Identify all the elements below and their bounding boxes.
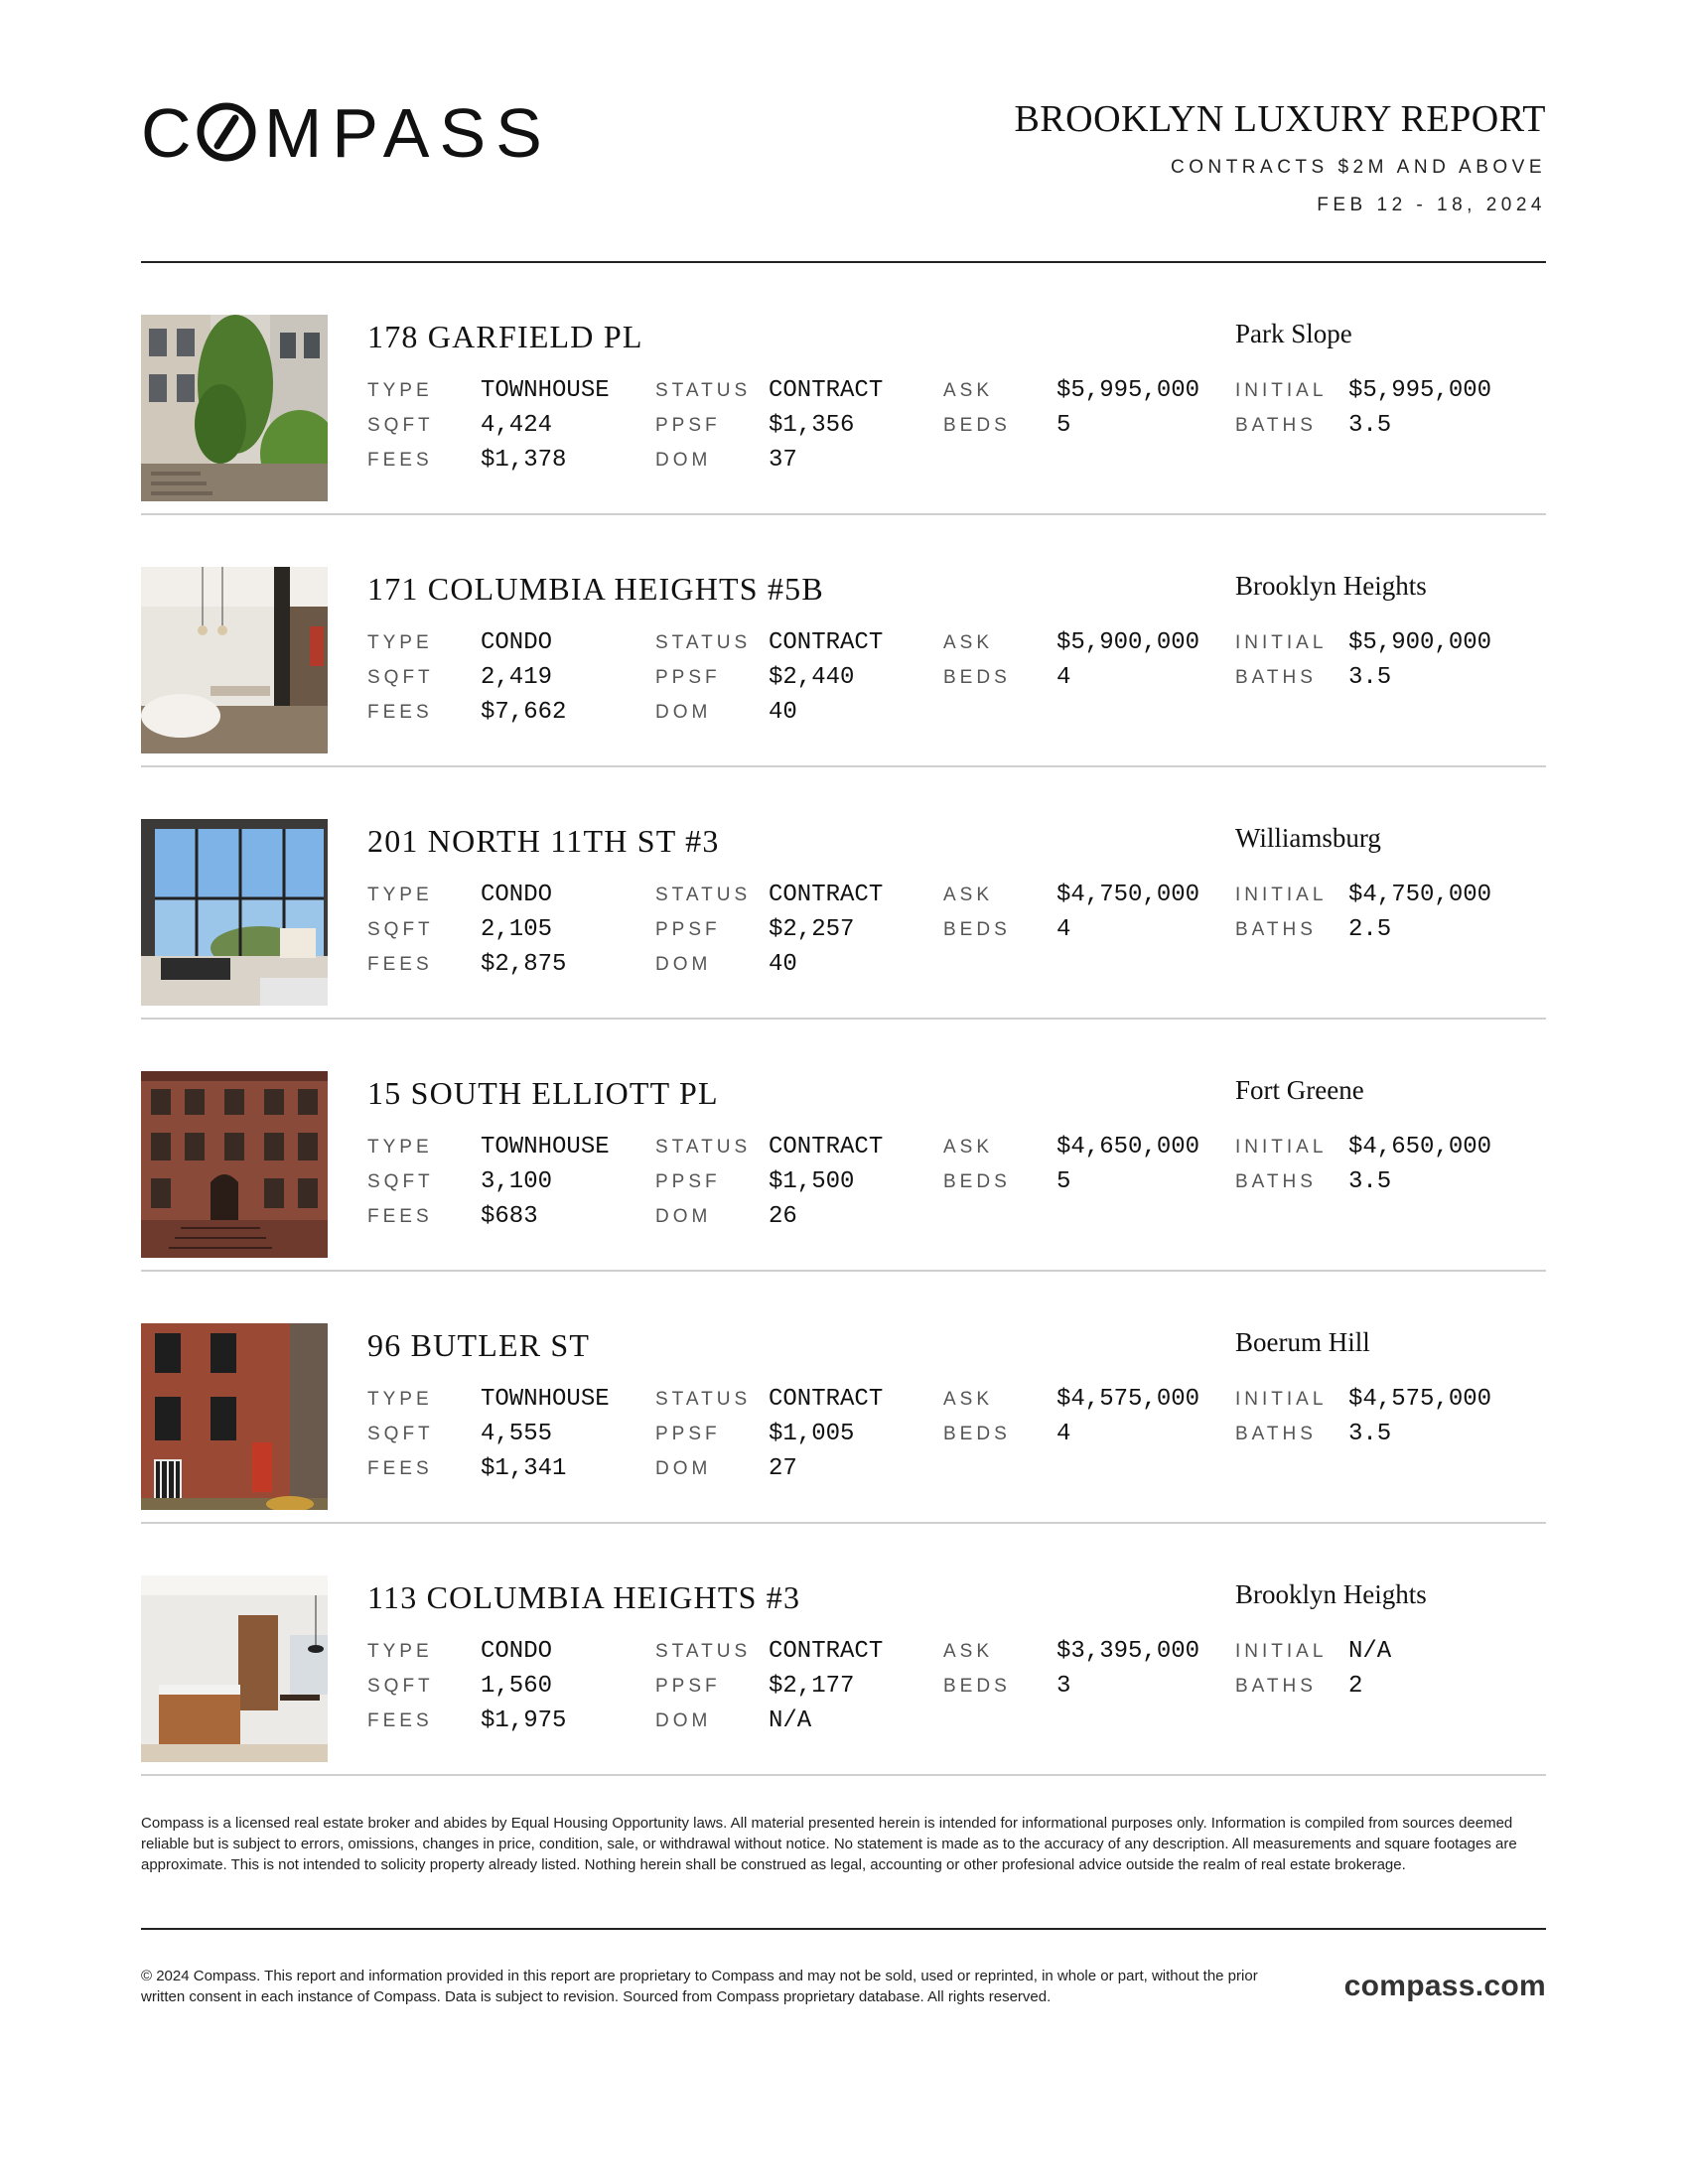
ask-label: ASK bbox=[943, 1389, 994, 1410]
type-label: TYPE bbox=[367, 1641, 433, 1662]
sqft-value: 2,419 bbox=[481, 664, 553, 691]
legal-disclaimer: Compass is a licensed real estate broker and abides by Equal Housing Opportunity laws. All material presented herein is intended for informational purposes only. Information is compiled from sources deemed reliable but is subject to errors, omissions, changes in price, condition, sale, or withdrawal without notice. No statement is made as to the accuracy of any description. All measurements and square footages are approximate. This is not intended to solicity property already listed. Nothing herein shall be construed as legal, accounting or other profesional advice outside the realm of real estate brokerage. bbox=[141, 1815, 1517, 1873]
fees-label: FEES bbox=[367, 1458, 433, 1479]
ask-value: $4,575,000 bbox=[1056, 1386, 1200, 1413]
dom-value: 37 bbox=[769, 447, 797, 474]
listing-photo-modern-kitchen bbox=[141, 1575, 328, 1762]
initial-label: INITIAL bbox=[1235, 885, 1328, 905]
dom-value: 26 bbox=[769, 1203, 797, 1230]
initial-value: $4,575,000 bbox=[1348, 1386, 1492, 1413]
fees-value: $2,875 bbox=[481, 951, 567, 978]
baths-value: 2.5 bbox=[1348, 916, 1392, 943]
type-label: TYPE bbox=[367, 1137, 433, 1158]
listings-list bbox=[141, 263, 1546, 1776]
baths-label: BATHS bbox=[1235, 667, 1317, 688]
listing-item bbox=[141, 767, 1546, 1020]
fees-label: FEES bbox=[367, 450, 433, 471]
baths-value: 2 bbox=[1348, 1673, 1363, 1700]
ask-value: $4,650,000 bbox=[1056, 1134, 1200, 1160]
listing-neighborhood: Boerum Hill bbox=[1235, 1327, 1370, 1357]
ppsf-label: PPSF bbox=[655, 415, 721, 436]
type-value: TOWNHOUSE bbox=[481, 377, 610, 404]
beds-value: 4 bbox=[1056, 664, 1071, 691]
dom-label: DOM bbox=[655, 954, 712, 975]
status-value: CONTRACT bbox=[769, 1386, 884, 1413]
fees-value: $7,662 bbox=[481, 699, 567, 726]
initial-value: $5,900,000 bbox=[1348, 629, 1492, 656]
ppsf-value: $2,440 bbox=[769, 664, 855, 691]
listing-item bbox=[141, 1272, 1546, 1524]
initial-label: INITIAL bbox=[1235, 1137, 1328, 1158]
ask-label: ASK bbox=[943, 1137, 994, 1158]
dom-label: DOM bbox=[655, 450, 712, 471]
copyright-notice: © 2024 Compass. This report and information provided in this report are proprietary to Compass and may not be sold, used or reprinted, in whole or part, without the prior written consent in each instance of Compass. Data is subject to revision. Sourced from Compass proprietary database. All rights reserved. bbox=[141, 1968, 1258, 2005]
ask-value: $4,750,000 bbox=[1056, 882, 1200, 908]
sqft-label: SQFT bbox=[367, 667, 434, 688]
status-label: STATUS bbox=[655, 885, 752, 905]
beds-label: BEDS bbox=[943, 919, 1011, 940]
fees-label: FEES bbox=[367, 702, 433, 723]
status-value: CONTRACT bbox=[769, 1638, 884, 1665]
sqft-value: 4,555 bbox=[481, 1421, 553, 1447]
baths-label: BATHS bbox=[1235, 919, 1317, 940]
dom-value: N/A bbox=[769, 1707, 812, 1734]
ask-value: $5,900,000 bbox=[1056, 629, 1200, 656]
initial-label: INITIAL bbox=[1235, 380, 1328, 401]
status-label: STATUS bbox=[655, 1389, 752, 1410]
fees-label: FEES bbox=[367, 954, 433, 975]
report-header bbox=[1014, 97, 1546, 216]
ask-label: ASK bbox=[943, 1641, 994, 1662]
beds-label: BEDS bbox=[943, 1424, 1011, 1444]
listing-neighborhood: Fort Greene bbox=[1235, 1075, 1364, 1105]
baths-label: BATHS bbox=[1235, 1171, 1317, 1192]
ppsf-label: PPSF bbox=[655, 1424, 721, 1444]
dom-label: DOM bbox=[655, 702, 712, 723]
beds-value: 3 bbox=[1056, 1673, 1071, 1700]
type-value: CONDO bbox=[481, 1638, 553, 1665]
ppsf-label: PPSF bbox=[655, 1171, 721, 1192]
type-label: TYPE bbox=[367, 885, 433, 905]
baths-value: 3.5 bbox=[1348, 412, 1392, 439]
report-title: BROOKLYN LUXURY REPORT bbox=[1014, 98, 1546, 140]
status-value: CONTRACT bbox=[769, 377, 884, 404]
beds-value: 4 bbox=[1056, 1421, 1071, 1447]
sqft-value: 3,100 bbox=[481, 1168, 553, 1195]
initial-label: INITIAL bbox=[1235, 632, 1328, 653]
ask-label: ASK bbox=[943, 632, 994, 653]
initial-value: $4,650,000 bbox=[1348, 1134, 1492, 1160]
listing-photo-townhouse-greenery bbox=[141, 315, 328, 501]
status-label: STATUS bbox=[655, 1137, 752, 1158]
dom-label: DOM bbox=[655, 1710, 712, 1731]
listing-photo-brick-townhouse bbox=[141, 1323, 328, 1510]
type-label: TYPE bbox=[367, 1389, 433, 1410]
listing-neighborhood: Brooklyn Heights bbox=[1235, 571, 1427, 601]
listing-item bbox=[141, 1524, 1546, 1776]
status-value: CONTRACT bbox=[769, 1134, 884, 1160]
beds-value: 5 bbox=[1056, 1168, 1071, 1195]
sqft-value: 1,560 bbox=[481, 1673, 553, 1700]
ppsf-value: $1,005 bbox=[769, 1421, 855, 1447]
type-value: TOWNHOUSE bbox=[481, 1386, 610, 1413]
dom-value: 40 bbox=[769, 951, 797, 978]
ask-value: $5,995,000 bbox=[1056, 377, 1200, 404]
dom-value: 40 bbox=[769, 699, 797, 726]
ppsf-value: $1,356 bbox=[769, 412, 855, 439]
listing-item bbox=[141, 1020, 1546, 1272]
listing-neighborhood: Park Slope bbox=[1235, 319, 1352, 348]
beds-label: BEDS bbox=[943, 1676, 1011, 1697]
sqft-label: SQFT bbox=[367, 1676, 434, 1697]
sqft-label: SQFT bbox=[367, 1424, 434, 1444]
ask-label: ASK bbox=[943, 885, 994, 905]
ask-label: ASK bbox=[943, 380, 994, 401]
baths-value: 3.5 bbox=[1348, 1168, 1392, 1195]
compass-logo bbox=[141, 97, 558, 167]
status-label: STATUS bbox=[655, 1641, 752, 1662]
ppsf-label: PPSF bbox=[655, 667, 721, 688]
ppsf-label: PPSF bbox=[655, 1676, 721, 1697]
fees-value: $1,975 bbox=[481, 1707, 567, 1734]
listing-item bbox=[141, 263, 1546, 515]
status-label: STATUS bbox=[655, 380, 752, 401]
sqft-label: SQFT bbox=[367, 415, 434, 436]
baths-label: BATHS bbox=[1235, 1676, 1317, 1697]
beds-value: 5 bbox=[1056, 412, 1071, 439]
type-value: CONDO bbox=[481, 882, 553, 908]
listing-address: 201 NORTH 11TH ST #3 bbox=[367, 823, 720, 859]
initial-value: $5,995,000 bbox=[1348, 377, 1492, 404]
svg-text:MPASS: MPASS bbox=[264, 97, 552, 167]
initial-value: $4,750,000 bbox=[1348, 882, 1492, 908]
fees-label: FEES bbox=[367, 1710, 433, 1731]
type-label: TYPE bbox=[367, 632, 433, 653]
compass-logo-icon bbox=[141, 97, 558, 167]
fees-value: $1,378 bbox=[481, 447, 567, 474]
initial-label: INITIAL bbox=[1235, 1641, 1328, 1662]
sqft-value: 2,105 bbox=[481, 916, 553, 943]
report-date-range: FEB 12 - 18, 2024 bbox=[1317, 195, 1546, 215]
svg-text:C: C bbox=[141, 97, 202, 167]
listing-item bbox=[141, 515, 1546, 767]
sqft-label: SQFT bbox=[367, 919, 434, 940]
listing-address: 178 GARFIELD PL bbox=[367, 319, 643, 354]
website-link[interactable]: compass.com bbox=[1343, 1970, 1546, 2002]
dom-label: DOM bbox=[655, 1206, 712, 1227]
ask-value: $3,395,000 bbox=[1056, 1638, 1200, 1665]
ppsf-value: $2,257 bbox=[769, 916, 855, 943]
listing-photo-loft-interior bbox=[141, 567, 328, 753]
baths-value: 3.5 bbox=[1348, 1421, 1392, 1447]
listing-neighborhood: Williamsburg bbox=[1235, 823, 1381, 853]
listing-neighborhood: Brooklyn Heights bbox=[1235, 1579, 1427, 1609]
dom-label: DOM bbox=[655, 1458, 712, 1479]
dom-value: 27 bbox=[769, 1455, 797, 1482]
beds-label: BEDS bbox=[943, 667, 1011, 688]
footer-divider bbox=[141, 1928, 1546, 1930]
listing-photo-windowed-living-room bbox=[141, 819, 328, 1006]
status-value: CONTRACT bbox=[769, 882, 884, 908]
type-label: TYPE bbox=[367, 380, 433, 401]
initial-label: INITIAL bbox=[1235, 1389, 1328, 1410]
listing-address: 96 BUTLER ST bbox=[367, 1327, 591, 1363]
type-value: CONDO bbox=[481, 629, 553, 656]
beds-label: BEDS bbox=[943, 1171, 1011, 1192]
sqft-label: SQFT bbox=[367, 1171, 434, 1192]
status-value: CONTRACT bbox=[769, 629, 884, 656]
report-subtitle: CONTRACTS $2M AND ABOVE bbox=[1170, 157, 1546, 178]
type-value: TOWNHOUSE bbox=[481, 1134, 610, 1160]
ppsf-label: PPSF bbox=[655, 919, 721, 940]
fees-value: $1,341 bbox=[481, 1455, 567, 1482]
baths-value: 3.5 bbox=[1348, 664, 1392, 691]
baths-label: BATHS bbox=[1235, 1424, 1317, 1444]
ppsf-value: $2,177 bbox=[769, 1673, 855, 1700]
fees-value: $683 bbox=[481, 1203, 538, 1230]
listing-address: 113 COLUMBIA HEIGHTS #3 bbox=[367, 1579, 801, 1615]
beds-label: BEDS bbox=[943, 415, 1011, 436]
beds-value: 4 bbox=[1056, 916, 1071, 943]
listing-address: 15 SOUTH ELLIOTT PL bbox=[367, 1075, 719, 1111]
initial-value: N/A bbox=[1348, 1638, 1392, 1665]
listing-address: 171 COLUMBIA HEIGHTS #5B bbox=[367, 571, 824, 607]
status-label: STATUS bbox=[655, 632, 752, 653]
ppsf-value: $1,500 bbox=[769, 1168, 855, 1195]
listing-photo-brownstone-facade bbox=[141, 1071, 328, 1258]
sqft-value: 4,424 bbox=[481, 412, 553, 439]
baths-label: BATHS bbox=[1235, 415, 1317, 436]
fees-label: FEES bbox=[367, 1206, 433, 1227]
